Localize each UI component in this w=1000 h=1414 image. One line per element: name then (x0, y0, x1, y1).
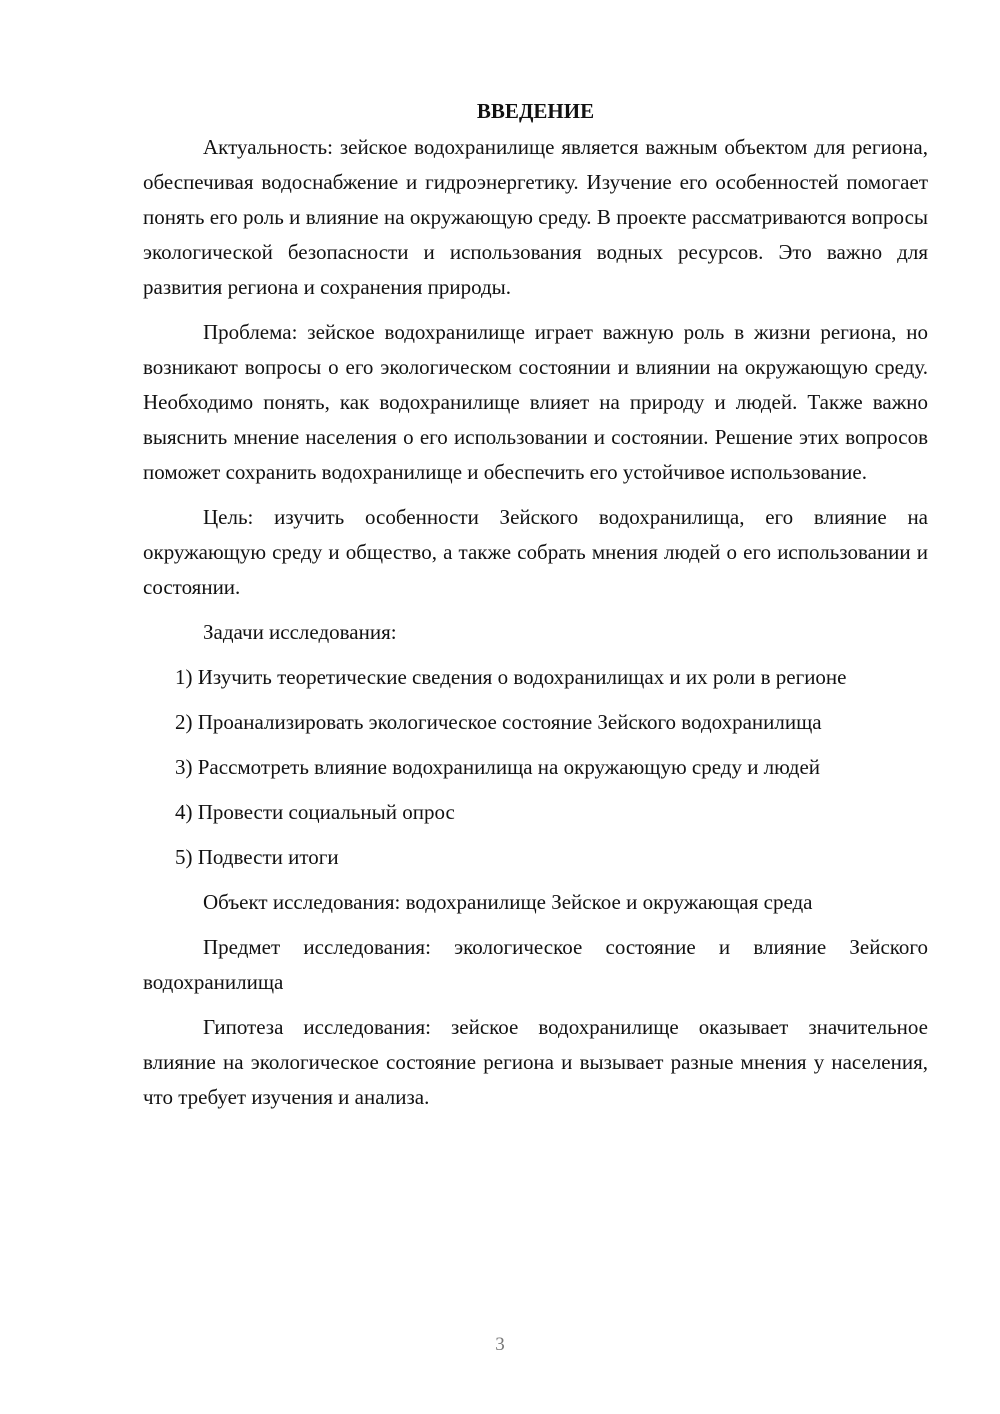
tasks-heading: Задачи исследования: (203, 620, 397, 644)
task-item-3: 3) Рассмотреть влияние водохранилища на окружающую среду и людей (175, 755, 821, 779)
task-item-2: 2) Проанализировать экологическое состояние Зейского водохранилища (175, 710, 822, 734)
research-object: Объект исследования: водохранилище Зейское и окружающая среда (203, 890, 813, 914)
research-subject: Предмет исследования: экологическое состояние и влияние Зейского водохранилища (143, 935, 928, 994)
research-hypothesis: Гипотеза исследования: зейское водохранилище оказывает значительное влияние на экологическое состояние региона и вызывает разные мнения у населения, что требует изучения и анализа. (143, 1015, 928, 1109)
problem-paragraph: Проблема: зейское водохранилище играет важную роль в жизни региона, но возникают вопросы о его экологическом состоянии и влиянии на окружающую среду. Необходимо понять, как водохранилище влияет на природу и людей. Также важно выяснить мнение населения о его использовании и состоянии. Решение этих вопросов поможет сохранить водохранилище и обеспечить его устойчивое использование. (143, 320, 928, 484)
goal-paragraph: Цель: изучить особенности Зейского водохранилища, его влияние на окружающую среду и общество, а также собрать мнения людей о его использовании и состоянии. (143, 505, 928, 599)
relevance-paragraph: Актуальность: зейское водохранилище является важным объектом для региона, обеспечивая водоснабжение и гидроэнергетику. Изучение его особенностей помогает понять его роль и влияние на окружающую среду. В проекте рассматриваются вопросы экологической безопасности и использования водных ресурсов. Это важно для развития региона и сохранения природы. (143, 135, 928, 299)
task-item-4: 4) Провести социальный опрос (175, 800, 455, 824)
document-page (143, 92, 928, 1125)
task-item-1: 1) Изучить теоретические сведения о водохранилищах и их роли в регионе (175, 665, 847, 689)
document-title: ВВЕДЕНИЕ (476, 99, 595, 123)
task-item-5: 5) Подвести итоги (175, 845, 339, 869)
page-number: 3 (495, 1334, 505, 1355)
